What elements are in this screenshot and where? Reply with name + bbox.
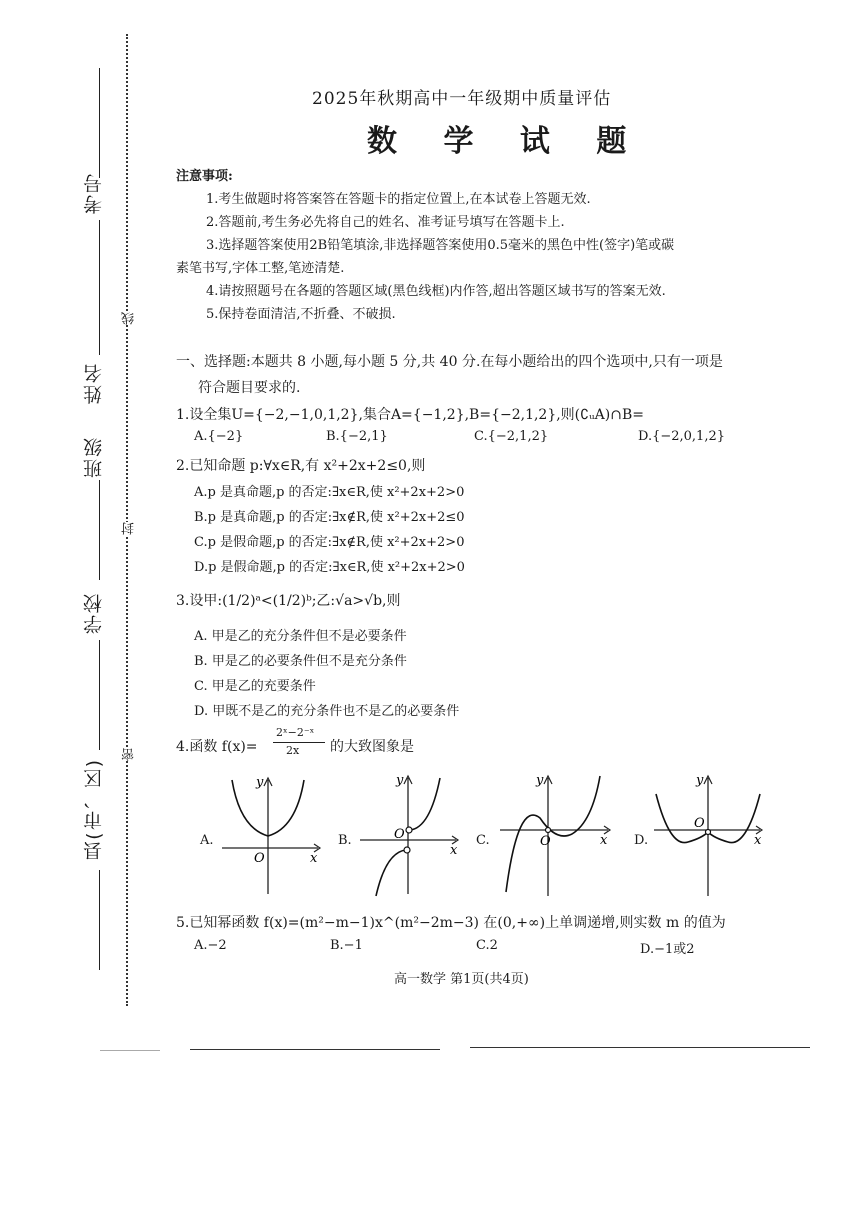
axis-label-x: x bbox=[450, 843, 458, 858]
q3-stem: 3.设甲:(1/2)ᵃ<(1/2)ᵇ;乙:√a>√b,则 bbox=[176, 593, 401, 609]
origin-label: O bbox=[694, 816, 705, 831]
field-line-county bbox=[99, 870, 100, 970]
q4-graph-label-c: C. bbox=[476, 833, 490, 848]
q5-option-d: D.−1或2 bbox=[640, 942, 695, 957]
q4-fraction-bar bbox=[273, 742, 325, 743]
binding-dotted-line bbox=[126, 34, 128, 1006]
q1-option-c: C.{−2,1,2} bbox=[474, 429, 549, 444]
q5-option-b: B.−1 bbox=[330, 938, 363, 953]
notice-heading: 注意事项: bbox=[176, 169, 233, 184]
q4-graph-d bbox=[650, 770, 768, 900]
q4-stem-prefix: 4.函数 f(x)= bbox=[176, 739, 258, 755]
notice-item: 4.请按照题号在各题的答题区域(黑色线框)内作答,超出答题区域书写的答案无效. bbox=[206, 284, 666, 299]
q5-stem: 5.已知幂函数 f(x)=(m²−m−1)x^(m²−2m−3) 在(0,+∞)上单调递增,则实数 m 的值为 bbox=[176, 915, 726, 931]
q1-option-b: B.{−2,1} bbox=[326, 429, 388, 444]
q4-graph-label-d: D. bbox=[634, 833, 649, 848]
field-line-banji bbox=[99, 480, 100, 580]
origin-label: O bbox=[254, 851, 265, 866]
notice-item: 素笔书写,字体工整,笔迹清楚. bbox=[176, 261, 345, 276]
axis-label-x: x bbox=[310, 851, 318, 866]
axis-label-y: y bbox=[536, 773, 544, 788]
field-label-xuexiao: 学校 bbox=[83, 592, 105, 634]
notice-item: 3.选择题答案使用2B铅笔填涂,非选择题答案使用0.5毫米的黑色中性(签字)笔或碳 bbox=[206, 238, 675, 253]
seal-mark-xian: 线 bbox=[122, 312, 137, 325]
q4-stem-suffix: 的大致图象是 bbox=[330, 739, 414, 755]
axis-label-y: y bbox=[696, 773, 704, 788]
origin-label: O bbox=[540, 834, 551, 849]
axis-label-y: y bbox=[256, 775, 264, 790]
notice-item: 1.考生做题时将答案答在答题卡的指定位置上,在本试卷上答题无效. bbox=[206, 192, 591, 207]
q4-graph-label-b: B. bbox=[338, 833, 352, 848]
q2-option-c: C.p 是假命题,p 的否定:∃x∉R,使 x²+2x+2>0 bbox=[194, 535, 465, 550]
scan-edge-line bbox=[190, 1049, 440, 1050]
field-label-xingming: 姓名 bbox=[83, 362, 105, 404]
notice-item: 5.保持卷面清洁,不折叠、不破损. bbox=[206, 307, 396, 322]
seal-mark-mi: 密 bbox=[122, 748, 137, 761]
scan-edge-line bbox=[470, 1047, 810, 1048]
origin-label: O bbox=[394, 827, 405, 842]
section-heading-cont: 符合题目要求的. bbox=[198, 380, 301, 396]
q3-option-c: C. 甲是乙的充要条件 bbox=[194, 679, 316, 694]
field-label-banji: 班级 bbox=[83, 436, 105, 478]
page-footer: 高一数学 第1页(共4页) bbox=[394, 972, 529, 987]
q4-graph-label-a: A. bbox=[200, 833, 214, 848]
q1-option-a: A.{−2} bbox=[194, 429, 244, 444]
q3-option-d: D. 甲既不是乙的充分条件也不是乙的必要条件 bbox=[194, 704, 460, 719]
q3-option-b: B. 甲是乙的必要条件但不是充分条件 bbox=[194, 654, 407, 669]
field-label-county: 县(市、区) bbox=[83, 758, 105, 861]
axis-label-x: x bbox=[600, 833, 608, 848]
q4-numerator: 2ˣ−2⁻ˣ bbox=[276, 726, 315, 739]
q4-denominator: 2x bbox=[286, 744, 300, 757]
section-heading: 一、选择题:本题共 8 小题,每小题 5 分,共 40 分.在每小题给出的四个选项中,只有一项是 bbox=[176, 354, 723, 370]
q4-graph-c bbox=[496, 770, 616, 900]
q2-option-b: B.p 是真命题,p 的否定:∃x∉R,使 x²+2x+2≤0 bbox=[194, 510, 465, 525]
q2-option-a: A.p 是真命题,p 的否定:∃x∈R,使 x²+2x+2>0 bbox=[194, 485, 465, 500]
axis-label-y: y bbox=[396, 773, 404, 788]
scan-edge-line bbox=[100, 1050, 160, 1051]
field-line-kaohao bbox=[99, 68, 100, 178]
seal-mark-feng: 封 bbox=[122, 522, 137, 535]
q3-option-a: A. 甲是乙的充分条件但不是必要条件 bbox=[194, 629, 407, 644]
q5-option-a: A.−2 bbox=[194, 938, 227, 953]
q1-stem: 1.设全集U={−2,−1,0,1,2},集合A={−1,2},B={−2,1,2},则(∁ᵤA)∩B= bbox=[176, 407, 644, 423]
q4-graph-b bbox=[356, 770, 466, 900]
field-line-xuexiao bbox=[99, 640, 100, 750]
q1-option-d: D.{−2,0,1,2} bbox=[638, 429, 726, 444]
q2-option-d: D.p 是假命题,p 的否定:∃x∈R,使 x²+2x+2>0 bbox=[194, 560, 465, 575]
exam-title: 数 学 试 题 bbox=[367, 124, 645, 159]
q5-option-c: C.2 bbox=[476, 938, 498, 953]
exam-subtitle: 2025年秋期高中一年级期中质量评估 bbox=[312, 89, 612, 109]
notice-item: 2.答题前,考生务必先将自己的姓名、准考证号填写在答题卡上. bbox=[206, 215, 565, 230]
field-line-xingming bbox=[99, 220, 100, 355]
field-label-kaohao: 考号 bbox=[83, 172, 105, 214]
axis-label-x: x bbox=[754, 833, 762, 848]
q2-stem: 2.已知命题 p:∀x∈R,有 x²+2x+2≤0,则 bbox=[176, 458, 426, 474]
q4-graph-a bbox=[218, 770, 328, 900]
